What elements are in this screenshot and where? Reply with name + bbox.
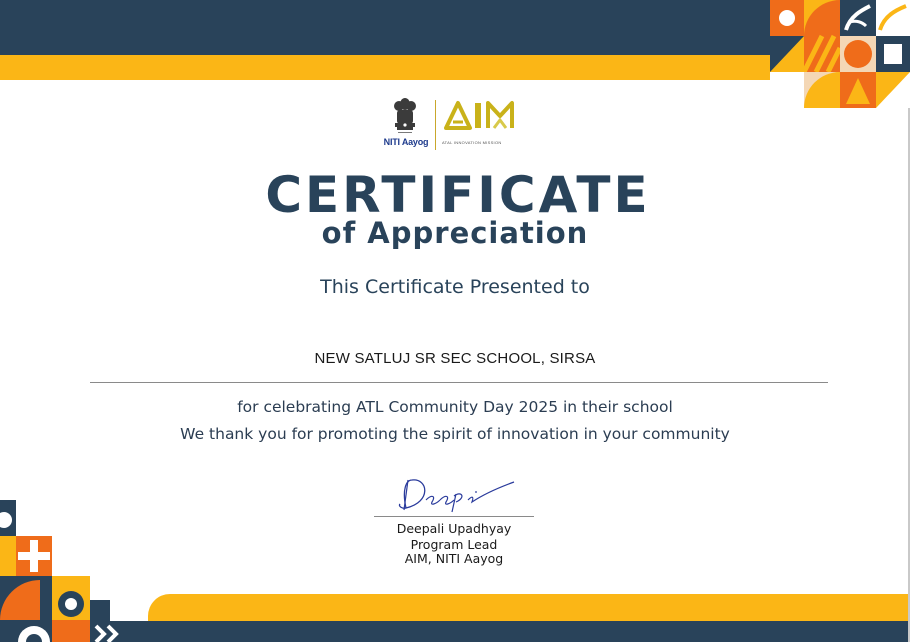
signature-line [374,516,534,517]
certificate-title: CERTIFICATE [265,166,651,224]
recipient-underline [90,382,828,383]
signatory-name: Deepali Upadhyay [396,521,512,536]
bottom-left-mosaic-decoration [0,500,130,642]
signatory-role: Program Lead [410,537,498,552]
certificate-subtitle: of Appreciation [321,216,589,250]
logo-divider [435,100,436,150]
top-right-mosaic-decoration [770,0,910,108]
presented-to-text: This Certificate Presented to [320,276,590,298]
top-yellow-band [0,55,792,80]
thanks-text: We thank you for promoting the spirit of innovation in your community [180,425,730,443]
niti-aayog-logo-text: NITI Aayog [383,137,429,147]
aim-logo-icon [442,100,526,130]
bottom-navy-band [0,621,910,642]
signatory-organization: AIM, NITI Aayog [404,551,504,566]
celebration-text: for celebrating ATL Community Day 2025 in their school [237,398,673,416]
bottom-yellow-band [148,594,910,622]
aim-subtitle: ATAL INNOVATION MISSION [442,140,502,145]
handwritten-signature [392,470,522,514]
recipient-name: NEW SATLUJ SR SEC SCHOOL, SIRSA [314,350,596,367]
logo-group [380,96,530,152]
